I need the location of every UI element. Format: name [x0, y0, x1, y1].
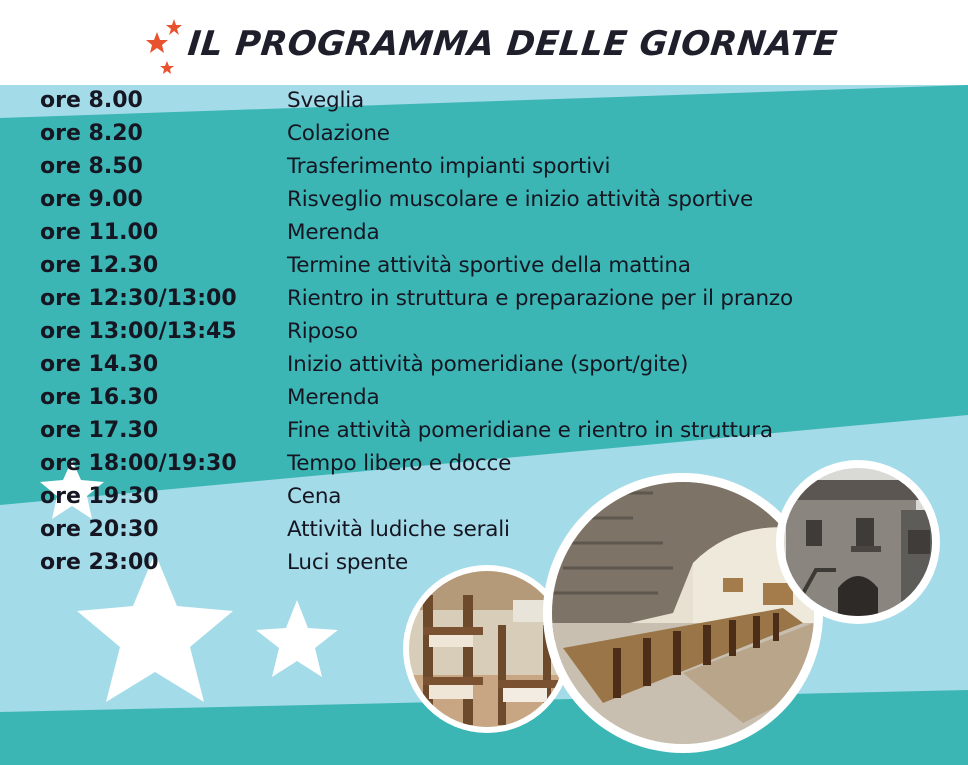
schedule-activity: Rientro in struttura e preparazione per il pranzo	[287, 286, 793, 311]
schedule-time: ore 13:00/13:45	[40, 319, 237, 344]
schedule-time: ore 12.30	[40, 253, 159, 278]
schedule-time: ore 23:00	[40, 550, 159, 575]
old-stone-building-photo	[776, 460, 940, 624]
schedule-time: ore 18:00/19:30	[40, 451, 237, 476]
schedule-activity: Cena	[287, 484, 342, 509]
schedule-activity: Trasferimento impianti sportivi	[287, 154, 611, 179]
schedule-time: ore 17.30	[40, 418, 159, 443]
schedule-time: ore 20:30	[40, 517, 159, 542]
schedule-row	[40, 348, 793, 381]
schedule-time: ore 16.30	[40, 385, 159, 410]
page-title: IL PROGRAMMA DELLE GIORNATE	[185, 24, 840, 64]
schedule-time: ore 8.00	[40, 88, 143, 113]
schedule-row	[40, 216, 793, 249]
schedule-row	[40, 150, 793, 183]
schedule-row	[40, 381, 793, 414]
schedule-time: ore 19:30	[40, 484, 159, 509]
schedule-activity: Fine attività pomeridiane e rientro in struttura	[287, 418, 773, 443]
schedule-activity: Sveglia	[287, 88, 364, 113]
schedule-activity: Riposo	[287, 319, 358, 344]
schedule-row	[40, 249, 793, 282]
schedule-time: ore 8.50	[40, 154, 143, 179]
schedule-row	[40, 414, 793, 447]
schedule-activity: Inizio attività pomeridiane (sport/gite)	[287, 352, 689, 377]
schedule-activity: Luci spente	[287, 550, 409, 575]
schedule-activity: Termine attività sportive della mattina	[287, 253, 691, 278]
schedule-time: ore 11.00	[40, 220, 159, 245]
schedule-activity: Risveglio muscolare e inizio attività sportive	[287, 187, 753, 212]
schedule-time: ore 12:30/13:00	[40, 286, 237, 311]
schedule-activity: Merenda	[287, 385, 380, 410]
schedule-time: ore 8.20	[40, 121, 143, 146]
schedule-row	[40, 183, 793, 216]
schedule-activity: Tempo libero e docce	[287, 451, 512, 476]
title-stars-icon	[145, 16, 189, 76]
schedule-row	[40, 117, 793, 150]
schedule-activity: Merenda	[287, 220, 380, 245]
schedule-row	[40, 282, 793, 315]
schedule-activity: Attività ludiche serali	[287, 517, 510, 542]
schedule-row	[40, 315, 793, 348]
schedule-time: ore 9.00	[40, 187, 143, 212]
schedule-row	[40, 84, 793, 117]
schedule-activity: Colazione	[287, 121, 390, 146]
schedule-time: ore 14.30	[40, 352, 159, 377]
